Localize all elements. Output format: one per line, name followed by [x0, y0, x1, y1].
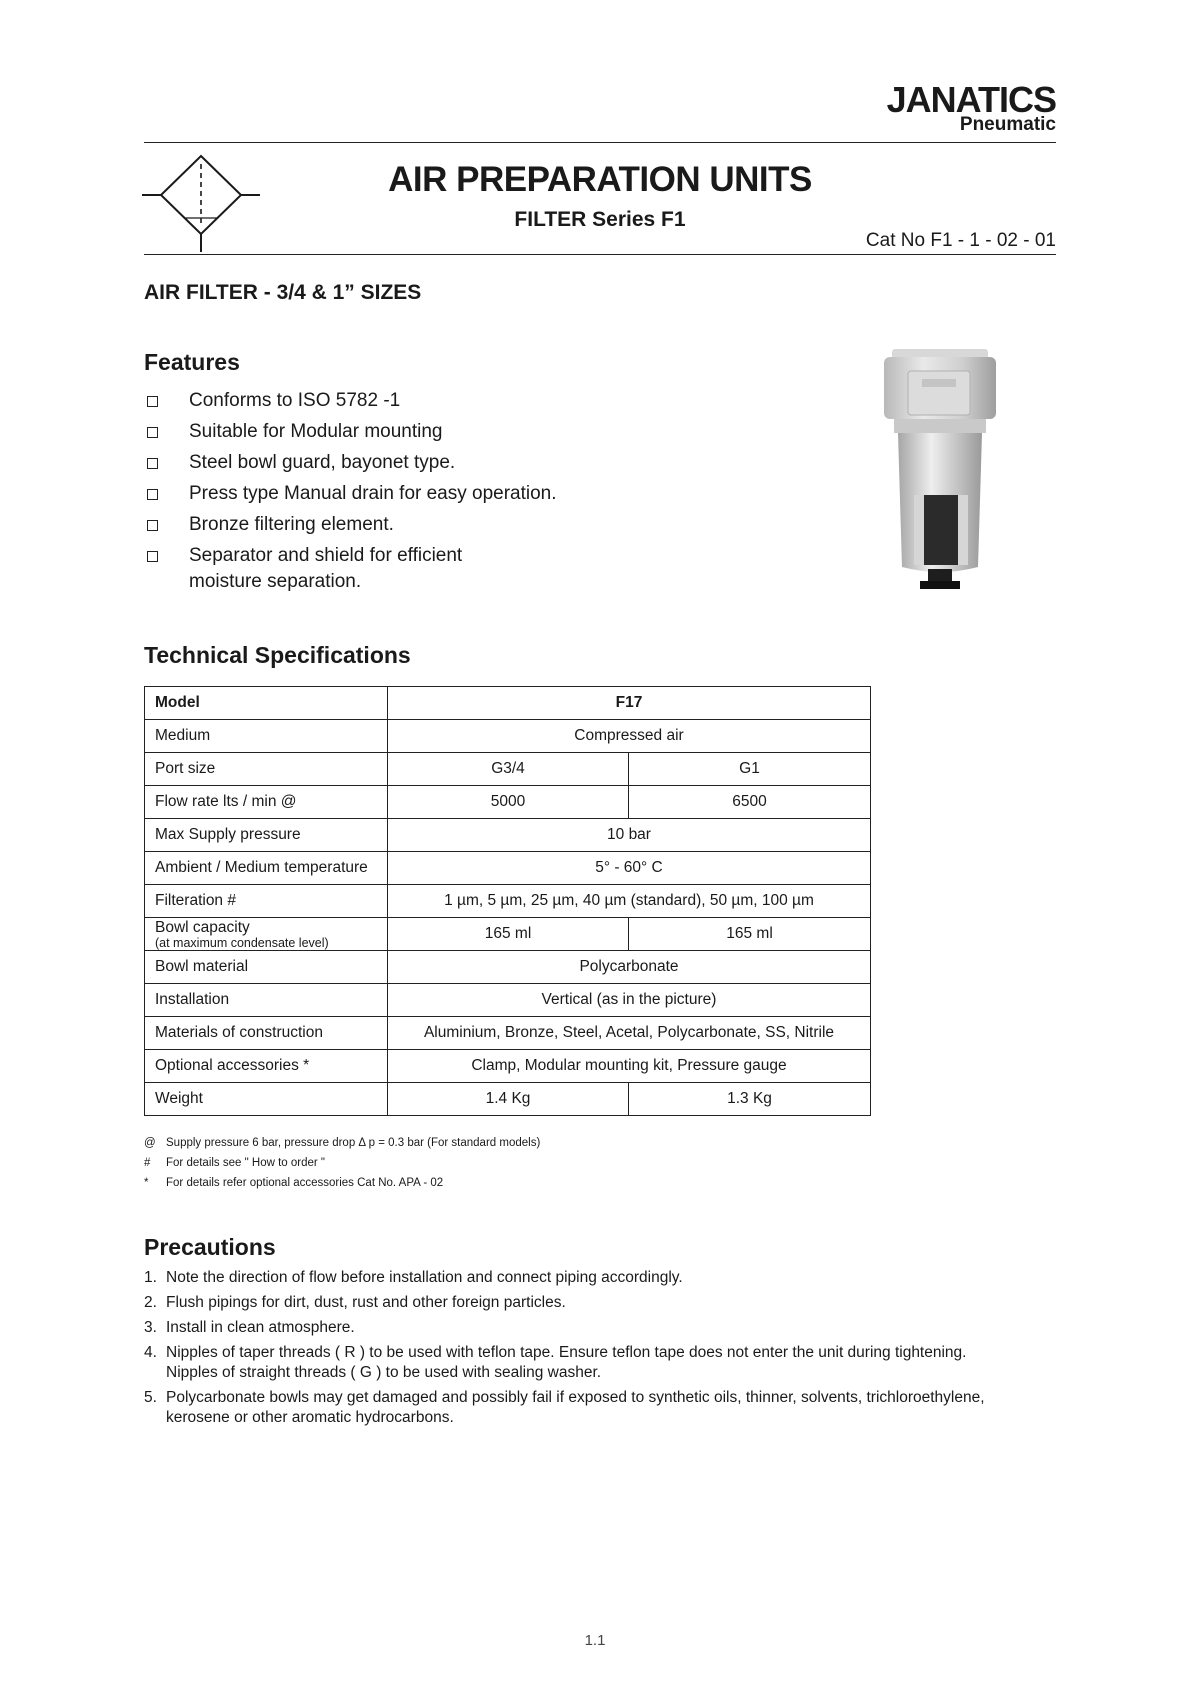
table-cell: Materials of construction: [145, 1017, 388, 1050]
table-cell: G1: [629, 753, 871, 786]
table-row: [145, 786, 871, 819]
table-cell: F17: [388, 687, 871, 720]
table-row: [145, 1083, 871, 1116]
feature-item: Separator and shield for efficient moisture separation.: [144, 543, 784, 595]
product-heading: AIR FILTER - 3/4 & 1” SIZES: [144, 281, 422, 304]
precautions-heading: Precautions: [144, 1234, 276, 1260]
catalog-number: Cat No F1 - 1 - 02 - 01: [865, 230, 1056, 251]
table-row: [145, 918, 871, 951]
brand-logo: [886, 79, 1056, 135]
table-row: [145, 1017, 871, 1050]
checkbox-bullet-icon: [147, 427, 158, 438]
features-list: [144, 388, 784, 595]
brand-subtitle: Pneumatic: [959, 114, 1056, 135]
table-cell: 5° - 60° C: [388, 852, 871, 885]
table-cell: Bowl material: [145, 951, 388, 984]
list-item: 3. Install in clean atmosphere.: [144, 1319, 355, 1336]
table-cell: 1.4 Kg: [388, 1083, 629, 1116]
footnote: * For details refer optional accessories Cat No. APA - 02: [144, 1177, 444, 1189]
table-cell: Optional accessories *: [145, 1050, 388, 1083]
checkbox-bullet-icon: [147, 458, 158, 469]
table-cell: 10 bar: [388, 819, 871, 852]
list-item: 2. Flush pipings for dirt, dust, rust and other foreign particles.: [144, 1294, 566, 1311]
table-cell: Medium: [145, 720, 388, 753]
table-row: [145, 951, 871, 984]
table-row: [145, 720, 871, 753]
checkbox-bullet-icon: [147, 489, 158, 500]
table-cell: 5000: [388, 786, 629, 819]
table-cell: Model: [145, 687, 388, 720]
table-cell: Aluminium, Bronze, Steel, Acetal, Polycarbonate, SS, Nitrile: [388, 1017, 871, 1050]
brand-name: JANATICS: [886, 79, 1056, 120]
table-cell: Installation: [145, 984, 388, 1017]
table-cell: 1.3 Kg: [629, 1083, 871, 1116]
table-cell: 165 ml: [629, 918, 871, 951]
table-row: [145, 1050, 871, 1083]
precautions-list: [144, 1268, 1064, 1433]
table-cell: [145, 918, 388, 951]
table-cell: Filteration #: [145, 885, 388, 918]
table-cell: G3/4: [388, 753, 629, 786]
page-title: AIR PREPARATION UNITS: [388, 160, 812, 199]
bowl-capacity-sublabel: (at maximum condensate level): [155, 935, 329, 950]
footnote: @ Supply pressure 6 bar, pressure drop Δ p = 0.3 bar (For standard models): [144, 1137, 541, 1149]
table-cell: Compressed air: [388, 720, 871, 753]
list-item: 4. Nipples of taper threads ( R ) to be used with teflon tape. Ensure teflon tape does not enter the unit during tightening. Nipples of straight threads ( G ) to be used with sealing washer.: [144, 1344, 967, 1381]
table-cell: Ambient / Medium temperature: [145, 852, 388, 885]
table-cell: Weight: [145, 1083, 388, 1116]
list-item: 1. Note the direction of flow before installation and connect piping accordingly.: [144, 1269, 683, 1286]
footnote: # For details see " How to order ": [144, 1157, 326, 1169]
feature-item: Suitable for Modular mounting: [144, 419, 784, 445]
list-item: 5. Polycarbonate bowls may get damaged and possibly fail if exposed to synthetic oils, thinner, solvents, trichloroethylene, kerosene or other aromatic hydrocarbons.: [144, 1389, 985, 1426]
table-cell: 1 µm, 5 µm, 25 µm, 40 µm (standard), 50 µm, 100 µm: [388, 885, 871, 918]
table-cell: Port size: [145, 753, 388, 786]
feature-item: Press type Manual drain for easy operation.: [144, 481, 784, 507]
specifications-table: [144, 686, 871, 1116]
table-footnotes: [144, 1133, 540, 1193]
table-row: [145, 753, 871, 786]
checkbox-bullet-icon: [147, 396, 158, 407]
table-cell: Max Supply pressure: [145, 819, 388, 852]
table-cell: Polycarbonate: [388, 951, 871, 984]
checkbox-bullet-icon: [147, 551, 158, 562]
specs-heading: Technical Specifications: [144, 642, 411, 668]
table-cell: Flow rate lts / min @: [145, 786, 388, 819]
table-row: [145, 852, 871, 885]
product-photo: [880, 345, 1000, 595]
bowl-capacity-label: Bowl capacity: [155, 918, 250, 936]
table-cell: 165 ml: [388, 918, 629, 951]
table-row: [145, 819, 871, 852]
table-row: [145, 687, 871, 720]
table-cell: Clamp, Modular mounting kit, Pressure gauge: [388, 1050, 871, 1083]
checkbox-bullet-icon: [147, 520, 158, 531]
header-top-rule: [144, 142, 1056, 143]
header-bottom-rule: [144, 254, 1056, 255]
table-row: [145, 984, 871, 1017]
feature-item: Conforms to ISO 5782 -1: [144, 388, 784, 414]
page-subtitle: FILTER Series F1: [514, 208, 686, 231]
feature-item: Bronze filtering element.: [144, 512, 784, 538]
features-heading: Features: [144, 349, 240, 375]
table-cell: Vertical (as in the picture): [388, 984, 871, 1017]
table-row: [145, 885, 871, 918]
feature-item: Steel bowl guard, bayonet type.: [144, 450, 784, 476]
table-cell: 6500: [629, 786, 871, 819]
page-number: 1.1: [584, 1632, 606, 1649]
